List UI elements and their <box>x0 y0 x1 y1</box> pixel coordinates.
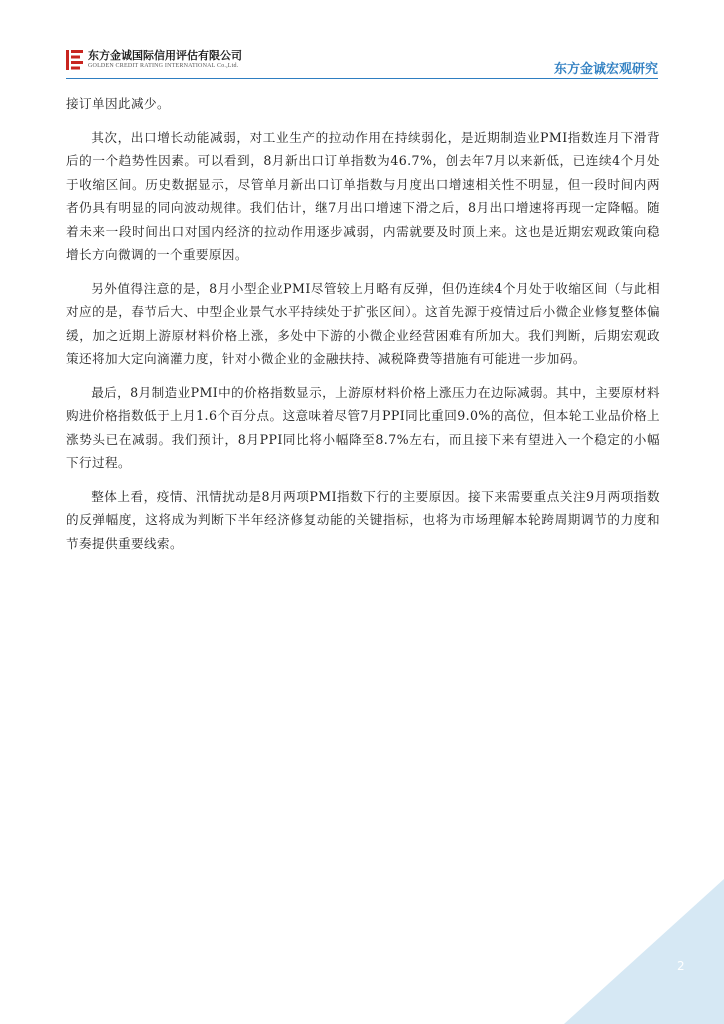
page-number: 2 <box>677 959 685 973</box>
body-text <box>66 92 660 565</box>
paragraph-summary: 整体上看，疫情、汛情扰动是8月两项PMI指数下行的主要原因。接下来需要重点关注9月两项指数的反弹幅度，这将成为判断下半年经济修复动能的关键指标，也将为市场理解本轮跨周期调节的力度和节奏提供重要线索。 <box>66 488 660 551</box>
company-logo <box>66 50 242 70</box>
company-name-en: GOLDEN CREDIT RATING INTERNATIONAL Co.,Ltd. <box>88 63 239 69</box>
paragraph-prices: 最后，8月制造业PMI中的价格指数显示，上游原材料价格上涨压力在边际减弱。其中，主要原材料购进价格指数低于上月1.6个百分点。这意味着尽管7月PPI同比重回9.0%的高位，但本轮工业品价格上涨势头已在减弱。我们预计，8月PPI同比将小幅降至8.7%左右，而且接下来有望进入一个稳定的小幅下行过程。 <box>66 384 660 470</box>
report-series-title: 东方金诚宏观研究 <box>553 62 658 77</box>
paragraph-small-business: 另外值得注意的是，8月小型企业PMI尽管较上月略有反弹，但仍连续4个月处于收缩区间（与此相对应的是，春节后大、中型企业景气水平持续处于扩张区间）。这首先源于疫情过后小微企业修复整体偏缓，加之近期上游原材料价格上涨，多处中下游的小微企业经营困难有所加大。我们判断，后期宏观政策还将加大定向滴灌力度，针对小微企业的金融扶持、减税降费等措施有可能进一步加码。 <box>66 280 660 366</box>
page-header <box>66 48 658 78</box>
paragraph-export: 其次，出口增长动能减弱，对工业生产的拉动作用在持续弱化，是近期制造业PMI指数连月下滑背后的一个趋势性因素。可以看到，8月新出口订单指数为46.7%，创去年7月以来新低，已连续4个月处于收缩区间。历史数据显示，尽管单月新出口订单指数与月度出口增速相关性不明显，但一段时间内两者仍具有明显的同向波动规律。我们估计，继7月出口增速下滑之后，8月出口增速将再现一定降幅。随着未来一段时间出口对国内经济的拉动作用逐步减弱，内需就要及时顶上来。这也是近期宏观政策向稳增长方向微调的一个重要原因。 <box>66 129 660 262</box>
company-name-cn: 东方金诚国际信用评估有限公司 <box>88 49 242 62</box>
corner-decoration <box>564 879 724 1024</box>
header-divider <box>66 78 658 79</box>
logo-mark-icon <box>66 50 83 70</box>
paragraph-continuation: 接订单因此减少。 <box>66 96 170 111</box>
